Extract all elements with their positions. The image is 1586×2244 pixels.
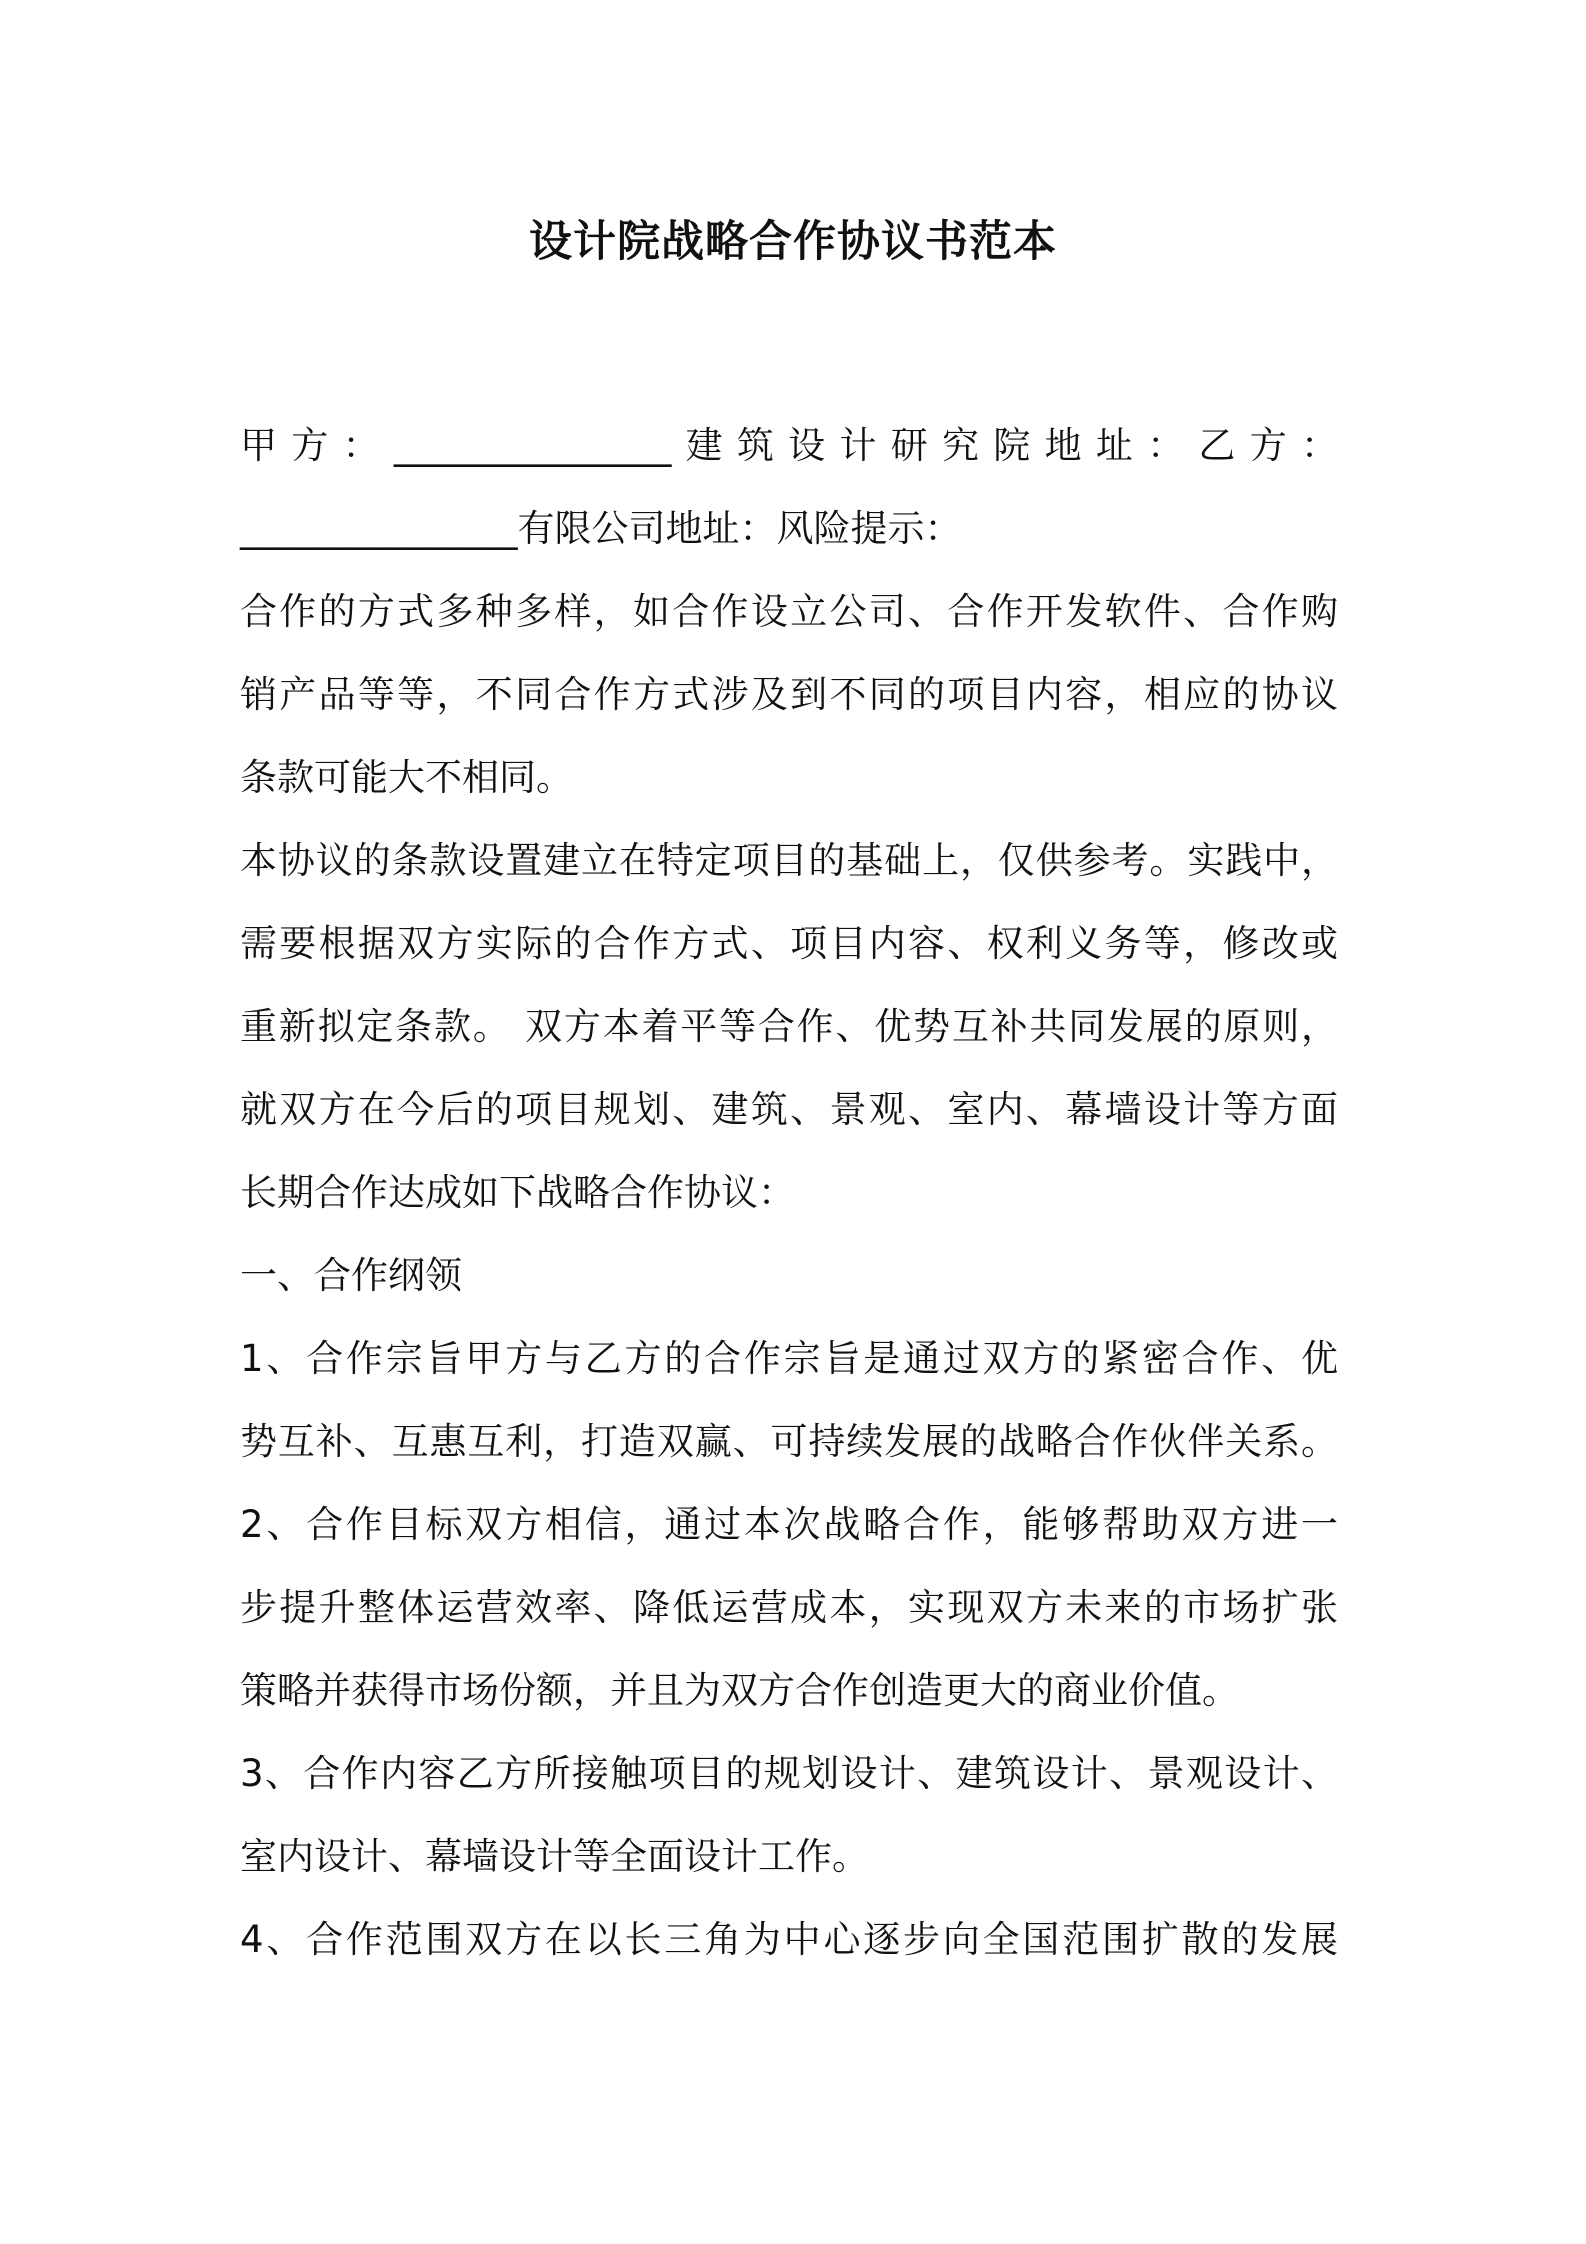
- paragraph-line: 需要根据双方实际的合作方式、项目内容、权利义务等，修改或: [240, 922, 1338, 965]
- paragraph-line: 重新拟定条款。 双方本着平等合作、优势互补共同发展的原则，: [240, 1005, 1338, 1048]
- clause-line: 2、合作目标双方相信，通过本次战略合作，能够帮助双方进一: [240, 1503, 1338, 1546]
- party-a-line: 甲方：_______________建筑设计研究院地址：乙方：: [240, 424, 1338, 467]
- document-body: [240, 404, 1350, 1981]
- clause-line: 策略并获得市场份额，并且为双方合作创造更大的商业价值。: [240, 1669, 1239, 1712]
- paragraph-line: 销产品等等，不同合作方式涉及到不同的项目内容，相应的协议: [240, 673, 1338, 716]
- clause-line: 步提升整体运营效率、降低运营成本，实现双方未来的市场扩张: [240, 1586, 1338, 1629]
- clause-line: 3、合作内容乙方所接触项目的规划设计、建筑设计、景观设计、: [240, 1752, 1338, 1795]
- document-title: 设计院战略合作协议书范本: [529, 217, 1057, 267]
- clause-line: 1、合作宗旨甲方与乙方的合作宗旨是通过双方的紧密合作、优: [240, 1337, 1338, 1380]
- paragraph-line: 条款可能大不相同。: [240, 756, 573, 799]
- paragraph-line: 合作的方式多种多样，如合作设立公司、合作开发软件、合作购: [240, 590, 1338, 633]
- clause-line: 4、合作范围双方在以长三角为中心逐步向全国范围扩散的发展: [240, 1918, 1338, 1961]
- paragraph-line: 就双方在今后的项目规划、建筑、景观、室内、幕墙设计等方面: [240, 1088, 1338, 1131]
- clause-line: 势互补、互惠互利，打造双赢、可持续发展的战略合作伙伴关系。: [240, 1420, 1338, 1463]
- party-b-line: _______________有限公司地址：风险提示：: [240, 507, 962, 550]
- paragraph-line: 本协议的条款设置建立在特定项目的基础上，仅供参考。实践中，: [240, 839, 1338, 882]
- section-heading: 一、合作纲领: [240, 1254, 462, 1297]
- paragraph-line: 长期合作达成如下战略合作协议：: [240, 1171, 795, 1214]
- clause-line: 室内设计、幕墙设计等全面设计工作。: [240, 1835, 869, 1878]
